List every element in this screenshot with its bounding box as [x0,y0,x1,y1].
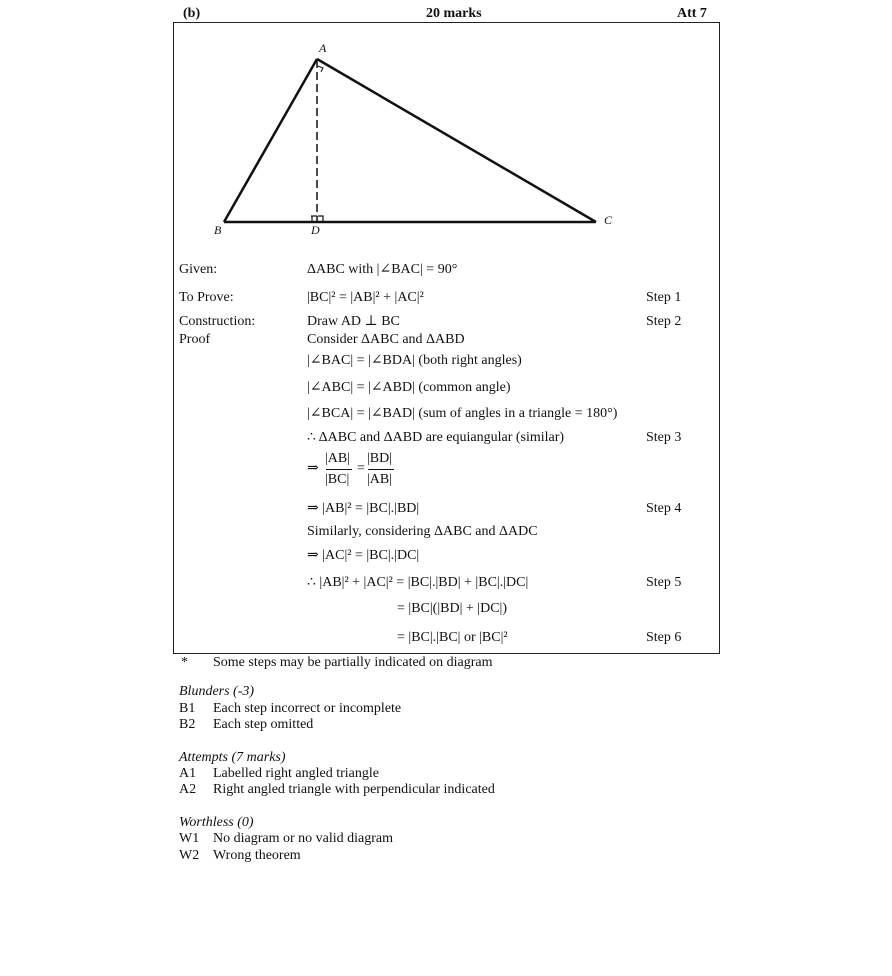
attempt-code: A2 [179,782,197,797]
proof-line-8: ⇒ |AC|² = |BC|.|DC| [307,548,420,563]
proof-label: Proof [179,332,211,347]
construction-statement: Draw AD ⊥ BC [307,314,400,329]
proof-line-10: = |BC|(|BD| + |DC|) [397,601,508,616]
attempt-code: A1 [179,766,197,781]
attempt-text: Right angled triangle with perpendicular indicated [213,782,495,797]
vertex-label-a: A [319,41,327,55]
step-4-label: Step 4 [646,501,682,516]
implies-symbol: ⇒ [307,461,319,476]
proof-line-9: ∴ |AB|² + |AC|² = |BC|.|BD| + |BC|.|DC| [307,575,529,590]
proof-line-4: ∴ ΔABC and ΔABD are equiangular (similar) [307,430,565,445]
fraction-ab-bc [324,452,354,488]
given-statement: ΔABC with |∠BAC| = 90° [307,262,458,277]
attempts-heading: Attempts (7 marks) [179,750,286,765]
proof-line-11: = |BC|.|BC| or |BC|² [397,630,508,645]
step-1-label: Step 1 [646,290,682,305]
blunders-heading: Blunders (-3) [179,684,255,699]
vertex-label-d: D [311,223,320,237]
fraction-bd-ab-denominator: |AB| [367,472,393,487]
blunder-text: Each step incorrect or incomplete [213,701,402,716]
fraction-ab-bc-numerator: |AB| [325,451,351,466]
worthless-text: Wrong theorem [213,848,301,863]
proof-line-3: |∠BCA| = |∠BAD| (sum of angles in a triangle = 180°) [307,406,618,421]
worthless-code: W1 [179,831,200,846]
note-bullet: * [181,655,188,670]
vertex-label-b: B [214,223,222,237]
fraction-bd-ab-numerator: |BD| [367,451,393,466]
triangle-diagram [0,0,892,260]
attempt-text: Labelled right angled triangle [213,766,379,781]
proof-line-1: |∠BAC| = |∠BDA| (both right angles) [307,353,522,368]
step-2-label: Step 2 [646,314,682,329]
worthless-text: No diagram or no valid diagram [213,831,394,846]
blunder-code: B2 [179,717,196,732]
side-ac [317,59,596,222]
blunder-text: Each step omitted [213,717,314,732]
proof-line-7: Similarly, considering ΔABC and ΔADC [307,524,538,539]
worthless-code: W2 [179,848,200,863]
step-3-label: Step 3 [646,430,682,445]
vertex-label-c: C [604,213,613,227]
step-5-label: Step 5 [646,575,682,590]
proof-line-2: |∠ABC| = |∠ABD| (common angle) [307,380,511,395]
fraction-ab-bc-denominator: |BC| [325,472,350,487]
marks-label: 20 marks [426,6,482,21]
given-label: Given: [179,262,218,277]
to-prove-statement: |BC|² = |AB|² + |AC|² [307,290,424,305]
note-text: Some steps may be partially indicated on diagram [213,655,493,670]
step-6-label: Step 6 [646,630,682,645]
construction-label: Construction: [179,314,256,329]
side-ab [224,59,317,222]
vertex-a-mark [318,66,323,72]
part-label: (b) [183,6,201,21]
worthless-heading: Worthless (0) [179,815,254,830]
attempt-label: Att 7 [677,6,707,21]
to-prove-label: To Prove: [179,290,234,305]
fraction-bd-ab [366,452,396,488]
consider-statement: Consider ΔABC and ΔABD [307,332,465,347]
fraction-equals: = [357,461,365,476]
blunder-code: B1 [179,701,196,716]
proof-line-6: ⇒ |AB|² = |BC|.|BD| [307,501,420,516]
